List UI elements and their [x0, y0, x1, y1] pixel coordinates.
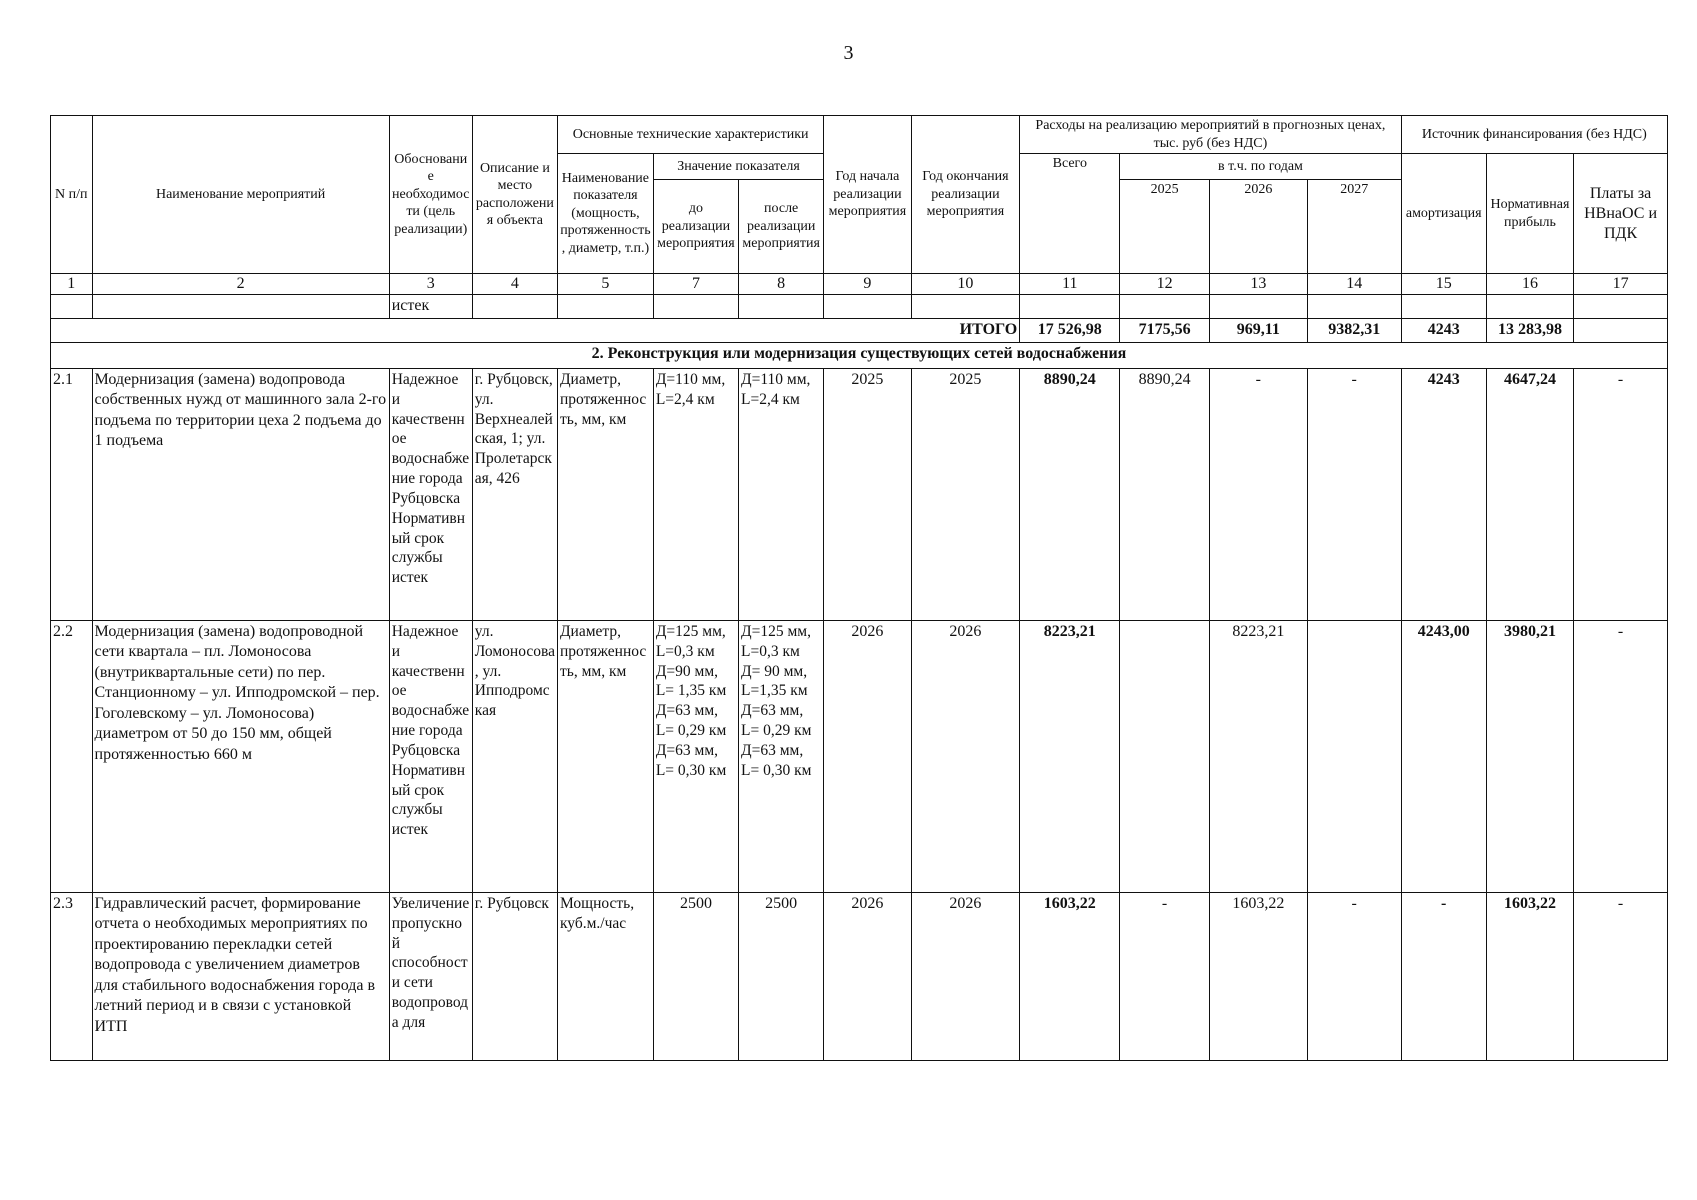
row-name: Модернизация (замена) водопровода собственных нужд от машинного зала 2-го подъема по территории цеха 2 подъема до 1 подъема [92, 368, 389, 620]
header-start-year: Год начала реализации мероприятия [824, 116, 911, 274]
total-2025: 7175,56 [1120, 318, 1209, 342]
row-indicator: Мощность, куб.м./час [557, 892, 653, 1060]
row-location: г. Рубцовск, ул. Верхнеалейская, 1; ул. Пролетарская, 426 [472, 368, 557, 620]
row-indicator: Диаметр, протяженность, мм, км [557, 368, 653, 620]
row-end-year: 2026 [911, 892, 1020, 1060]
column-number: 8 [739, 274, 824, 295]
row-justification: Увеличение пропускной способности сети водопровода для [389, 892, 472, 1060]
total-row [51, 318, 1668, 342]
row-before: Д=110 мм, L=2,4 км [653, 368, 738, 620]
row-start-year: 2026 [824, 892, 911, 1060]
row-fees: - [1574, 892, 1668, 1060]
row-total: 8890,24 [1020, 368, 1120, 620]
row-after: 2500 [739, 892, 824, 1060]
row-before: Д=125 мм, L=0,3 км Д=90 мм, L= 1,35 км Д=63 мм, L= 0,29 км Д=63 мм, L= 0,30 км [653, 620, 738, 892]
column-number: 10 [911, 274, 1020, 295]
header-row-1 [51, 116, 1668, 154]
row-number: 2.2 [51, 620, 93, 892]
column-number: 7 [653, 274, 738, 295]
row-justification: Надежное и качественное водоснабжение города Рубцовска Нормативный срок службы истек [389, 620, 472, 892]
row-2026: 1603,22 [1209, 892, 1307, 1060]
row-2026: - [1209, 368, 1307, 620]
section-title: 2. Реконструкция или модернизация существующих сетей водоснабжения [51, 342, 1668, 368]
header-tech-group: Основные технические характеристики [557, 116, 823, 154]
row-number: 2.3 [51, 892, 93, 1060]
column-number: 16 [1486, 274, 1573, 295]
row-location: г. Рубцовск [472, 892, 557, 1060]
header-n-pp: N п/п [51, 116, 93, 274]
column-number: 3 [389, 274, 472, 295]
row-2025: 8890,24 [1120, 368, 1209, 620]
column-number: 14 [1307, 274, 1401, 295]
column-number: 13 [1209, 274, 1307, 295]
total-label: ИТОГО [51, 318, 1020, 342]
header-location: Описание и место расположения объекта [472, 116, 557, 274]
carry-over-text: истек [389, 295, 472, 318]
row-before: 2500 [653, 892, 738, 1060]
row-2027 [1307, 620, 1401, 892]
row-amortization: - [1401, 892, 1486, 1060]
table-row [51, 620, 1668, 892]
row-after: Д=125 мм, L=0,3 км Д= 90 мм, L=1,35 км Д=63 мм, L= 0,29 км Д=63 мм, L= 0,30 км [739, 620, 824, 892]
column-number: 1 [51, 274, 93, 295]
row-normative-profit: 4647,24 [1486, 368, 1573, 620]
row-after: Д=110 мм, L=2,4 км [739, 368, 824, 620]
column-number: 2 [92, 274, 389, 295]
header-amortization: амортизация [1401, 154, 1486, 274]
row-total: 8223,21 [1020, 620, 1120, 892]
row-justification: Надежное и качественное водоснабжение города Рубцовска Нормативный срок службы истек [389, 368, 472, 620]
header-year-2025: 2025 [1120, 180, 1209, 274]
header-total: Всего [1020, 154, 1120, 274]
total-amortization: 4243 [1401, 318, 1486, 342]
row-location: ул. Ломоносова, ул. Ипподромская [472, 620, 557, 892]
column-number: 4 [472, 274, 557, 295]
row-end-year: 2025 [911, 368, 1020, 620]
total-sum: 17 526,98 [1020, 318, 1120, 342]
row-name: Гидравлический расчет, формирование отчета о необходимых мероприятиях по проектированию перекладки сетей водопровода с увеличением диаметров для стабильного водоснабжения города в летний период и в связи с установкой ИТП [92, 892, 389, 1060]
table-row [51, 368, 1668, 620]
column-number: 11 [1020, 274, 1120, 295]
header-funding-group: Источник финансирования (без НДС) [1401, 116, 1667, 154]
row-start-year: 2026 [824, 620, 911, 892]
row-2025 [1120, 620, 1209, 892]
row-indicator: Диаметр, протяженность, мм, км [557, 620, 653, 892]
row-total: 1603,22 [1020, 892, 1120, 1060]
header-normative-profit: Нормативная прибыль [1486, 154, 1573, 274]
column-number: 9 [824, 274, 911, 295]
section-title-row [51, 342, 1668, 368]
row-2025: - [1120, 892, 1209, 1060]
investment-program-table [50, 115, 1668, 1061]
header-year-2026: 2026 [1209, 180, 1307, 274]
row-2027: - [1307, 892, 1401, 1060]
carry-over-row [51, 295, 1668, 318]
column-number: 15 [1401, 274, 1486, 295]
header-end-year: Год окончания реализации мероприятия [911, 116, 1020, 274]
row-2027: - [1307, 368, 1401, 620]
header-name: Наименование мероприятий [92, 116, 389, 274]
header-after: после реализации мероприятия [739, 180, 824, 274]
header-indicator-name: Наименование показателя (мощность, протяженность, диаметр, т.п.) [557, 154, 653, 274]
row-2026: 8223,21 [1209, 620, 1307, 892]
header-costs-group: Расходы на реализацию мероприятий в прогнозных ценах, тыс. руб (без НДС) [1020, 116, 1401, 154]
column-numbers-row [51, 274, 1668, 295]
row-fees: - [1574, 620, 1668, 892]
row-number: 2.1 [51, 368, 93, 620]
header-year-2027: 2027 [1307, 180, 1401, 274]
total-2027: 9382,31 [1307, 318, 1401, 342]
row-start-year: 2025 [824, 368, 911, 620]
header-justification: Обоснование необходимости (цель реализации) [389, 116, 472, 274]
row-name: Модернизация (замена) водопроводной сети квартала – пл. Ломоносова (внутриквартальные сети) по пер. Станционному – ул. Ипподромской – пер. Гоголевскому – ул. Ломоносова) диаметром от 50 до 150 мм, общей протяженностью 660 м [92, 620, 389, 892]
total-normative-profit: 13 283,98 [1486, 318, 1573, 342]
column-number: 12 [1120, 274, 1209, 295]
row-normative-profit: 1603,22 [1486, 892, 1573, 1060]
table-row [51, 892, 1668, 1060]
row-amortization: 4243 [1401, 368, 1486, 620]
column-number: 5 [557, 274, 653, 295]
total-2026: 969,11 [1209, 318, 1307, 342]
row-end-year: 2026 [911, 620, 1020, 892]
row-fees: - [1574, 368, 1668, 620]
header-fees: Платы за НВнаОС и ПДК [1574, 154, 1668, 274]
header-indicator-value: Значение показателя [653, 154, 823, 180]
column-number: 17 [1574, 274, 1668, 295]
row-amortization: 4243,00 [1401, 620, 1486, 892]
row-normative-profit: 3980,21 [1486, 620, 1573, 892]
page-number: 3 [843, 42, 854, 64]
header-before: до реализации мероприятия [653, 180, 738, 274]
header-by-years: в т.ч. по годам [1120, 154, 1401, 180]
